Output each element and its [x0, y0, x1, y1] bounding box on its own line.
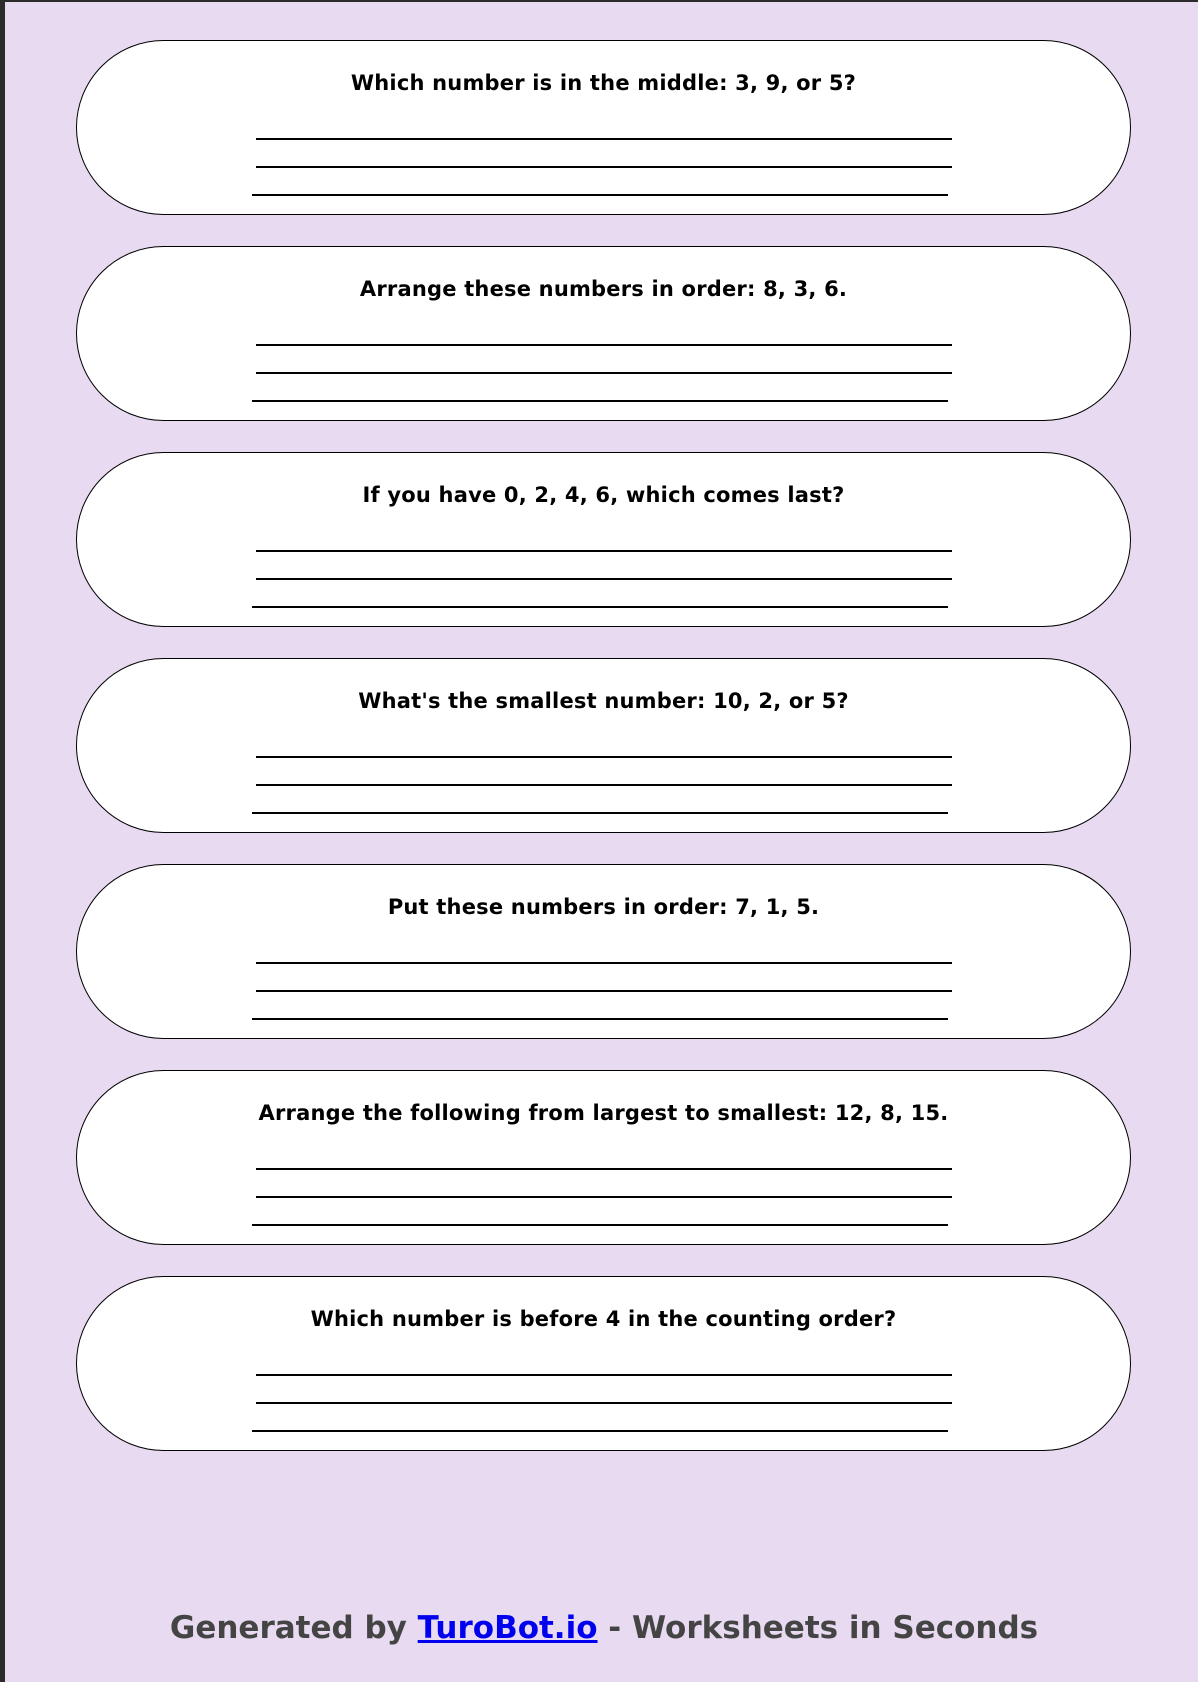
- answer-line: [256, 138, 952, 140]
- answer-line: [256, 372, 952, 374]
- question-text-4: What's the smallest number: 10, 2, or 5?: [358, 689, 849, 713]
- answer-line: [256, 962, 952, 964]
- answer-line: [252, 812, 948, 814]
- question-card-7: [76, 1276, 1131, 1451]
- question-text-2: Arrange these numbers in order: 8, 3, 6.: [359, 277, 848, 301]
- answer-line: [256, 1374, 952, 1376]
- answer-line: [256, 756, 952, 758]
- answer-line: [256, 1168, 952, 1170]
- question-card-1: [76, 40, 1131, 215]
- turobot-link[interactable]: TuroBot.io: [417, 1610, 598, 1646]
- answer-line: [252, 194, 948, 196]
- question-card-6: [76, 1070, 1131, 1245]
- answer-line: [256, 1196, 952, 1198]
- answer-line: [256, 784, 952, 786]
- question-text-1: Which number is in the middle: 3, 9, or 5?: [350, 71, 857, 95]
- answer-line: [256, 578, 952, 580]
- question-text-6: Arrange the following from largest to smallest: 12, 8, 15.: [258, 1101, 949, 1125]
- footer-prefix: Generated by: [169, 1610, 418, 1646]
- answer-line: [256, 1402, 952, 1404]
- footer-suffix: - Worksheets in Seconds: [597, 1610, 1039, 1646]
- answer-line: [256, 550, 952, 552]
- answer-line: [256, 166, 952, 168]
- question-text-5: Put these numbers in order: 7, 1, 5.: [387, 895, 820, 919]
- answer-line: [252, 1224, 948, 1226]
- question-card-4: [76, 658, 1131, 833]
- answer-line: [256, 344, 952, 346]
- question-card-2: [76, 246, 1131, 421]
- answer-line: [252, 1018, 948, 1020]
- answer-line: [256, 990, 952, 992]
- question-text-3: If you have 0, 2, 4, 6, which comes last?: [362, 483, 845, 507]
- answer-line: [252, 1430, 948, 1432]
- footer-credit: [5, 1610, 1198, 1646]
- question-text-7: Which number is before 4 in the counting order?: [310, 1307, 897, 1331]
- answer-line: [252, 606, 948, 608]
- question-card-3: [76, 452, 1131, 627]
- question-card-5: [76, 864, 1131, 1039]
- answer-line: [252, 400, 948, 402]
